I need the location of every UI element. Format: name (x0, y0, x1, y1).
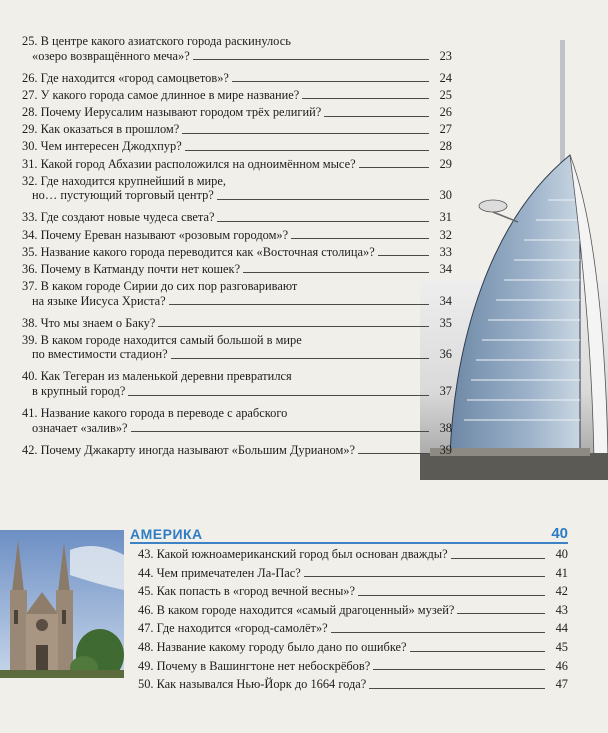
entry-title: 40. Как Тегеран из маленькой деревни превратился (22, 369, 292, 384)
contents-list-asia (22, 34, 452, 460)
contents-entry[interactable] (22, 71, 452, 88)
contents-entry[interactable] (22, 369, 452, 406)
entry-page-number: 32 (439, 227, 452, 242)
entry-page-number: 45 (555, 639, 568, 654)
contents-entry[interactable] (138, 603, 568, 622)
entry-title: 38. Что мы знаем о Баку? (22, 315, 156, 330)
entry-page-number: 24 (439, 70, 452, 85)
section-title: АМЕРИКА (130, 526, 203, 542)
entry-title-cont: означает «залив»? (32, 420, 128, 435)
cathedral-photo (0, 530, 124, 678)
contents-entry[interactable] (22, 105, 452, 122)
entry-title: 42. Почему Джакарту иногда называют «Большим Дурианом»? (22, 442, 356, 457)
entry-page-number: 27 (439, 122, 452, 137)
contents-entry[interactable] (22, 443, 452, 460)
entry-page-number: 39 (439, 442, 452, 457)
entry-page-number: 29 (439, 156, 452, 171)
entry-title: 31. Какой город Абхазии расположился на одноимённом мысе? (22, 156, 356, 171)
entry-page-number: 38 (439, 420, 452, 435)
contents-entry[interactable] (138, 677, 568, 696)
entry-title: 37. В каком городе Сирии до сих пор разговаривают (22, 279, 298, 294)
entry-page-number: 34 (439, 261, 452, 276)
entry-page-number: 46 (555, 658, 568, 673)
entry-title: 34. Почему Ереван называют «розовым городом»? (22, 227, 289, 242)
entry-title-cont: в крупный город? (32, 384, 126, 399)
contents-entry[interactable] (22, 157, 452, 174)
entry-page-number: 41 (555, 565, 568, 580)
entry-page-number: 36 (439, 347, 452, 362)
entry-page-number: 30 (439, 188, 452, 203)
contents-entry[interactable] (138, 566, 568, 585)
entry-page-number: 43 (555, 602, 568, 617)
entry-page-number: 40 (555, 547, 568, 561)
contents-list-america (138, 547, 568, 696)
contents-entry[interactable] (22, 262, 452, 279)
contents-entry[interactable] (22, 210, 452, 227)
contents-entry[interactable] (138, 640, 568, 659)
contents-entry[interactable] (22, 34, 452, 71)
entry-title: 36. Почему в Катманду почти нет кошек? (22, 261, 241, 276)
entry-page-number: 34 (439, 293, 452, 308)
entry-title: 41. Название какого города в переводе с арабского (22, 406, 288, 421)
entry-title: 44. Чем примечателен Ла-Пас? (138, 565, 301, 580)
entry-title: 29. Как оказаться в прошлом? (22, 122, 180, 137)
entry-page-number: 33 (439, 244, 452, 259)
entry-title: 27. У какого города самое длинное в мире название? (22, 87, 300, 102)
entry-page-number: 25 (439, 87, 452, 102)
contents-entry[interactable] (22, 333, 452, 370)
entry-title: 32. Где находится крупнейший в мире, (22, 173, 226, 188)
entry-page-number: 44 (555, 621, 568, 636)
contents-entry[interactable] (138, 659, 568, 678)
contents-entry[interactable] (22, 88, 452, 105)
contents-entry[interactable] (22, 122, 452, 139)
entry-title: 45. Как попасть в «город вечной весны»? (138, 584, 355, 599)
entry-title-cont: но… пустующий торговый центр? (32, 188, 214, 203)
entry-page-number: 26 (439, 104, 452, 119)
contents-entry[interactable] (22, 406, 452, 443)
entry-title: 50. Как назывался Нью-Йорк до 1664 года? (138, 677, 367, 692)
entry-page-number: 47 (555, 677, 568, 692)
entry-page-number: 23 (439, 48, 452, 63)
entry-page-number: 37 (439, 384, 452, 399)
entry-title: 39. В каком городе находится самый большой в мире (22, 332, 302, 347)
entry-title: 35. Название какого города переводится как «Восточная столица»? (22, 244, 375, 259)
entry-title-cont: «озеро возвращённого меча»? (32, 48, 190, 63)
entry-title: 26. Где находится «город самоцветов»? (22, 70, 229, 85)
entry-page-number: 42 (555, 584, 568, 599)
contents-entry[interactable] (22, 174, 452, 211)
entry-title: 46. В каком городе находится «самый драгоценный» музей? (138, 602, 455, 617)
entry-title: 25. В центре какого азиатского города раскинулось (22, 34, 291, 48)
contents-entry[interactable] (22, 139, 452, 156)
entry-title-cont: по вместимости стадион? (32, 347, 168, 362)
entry-title-cont: на языке Иисуса Христа? (32, 293, 166, 308)
entry-title: 43. Какой южноамериканский город был основан дважды? (138, 547, 448, 561)
entry-page-number: 35 (439, 315, 452, 330)
contents-entry[interactable] (22, 316, 452, 333)
contents-entry[interactable] (22, 245, 452, 262)
entry-title: 33. Где создают новые чудеса света? (22, 210, 215, 225)
contents-entry[interactable] (22, 228, 452, 245)
entry-title: 30. Чем интересен Джодхпур? (22, 139, 182, 154)
entry-title: 28. Почему Иерусалим называют городом трёх религий? (22, 104, 322, 119)
contents-entry[interactable] (22, 279, 452, 316)
entry-page-number: 28 (439, 139, 452, 154)
contents-entry[interactable] (138, 621, 568, 640)
contents-entry[interactable] (138, 584, 568, 603)
entry-title: 49. Почему в Вашингтоне нет небоскрёбов? (138, 658, 371, 673)
entry-title: 47. Где находится «город-самолёт»? (138, 621, 328, 636)
entry-title: 48. Название какому городу было дано по ошибке? (138, 639, 407, 654)
contents-entry[interactable] (138, 547, 568, 566)
section-header-america[interactable] (130, 524, 568, 544)
section-page-number: 40 (551, 525, 568, 542)
entry-page-number: 31 (439, 210, 452, 225)
